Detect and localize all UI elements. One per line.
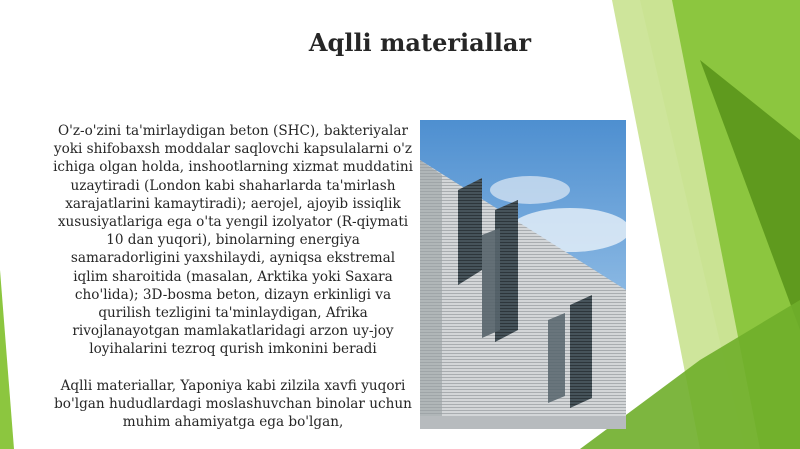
shutter-panel (482, 228, 500, 338)
shutter-panel (458, 178, 482, 285)
slide-body (52, 122, 414, 449)
deco-left-sliver (0, 270, 14, 449)
paragraph-smart-materials-japan: Aqlli materiallar, Yaponiya kabi zilzila xavfi yuqori bo'lgan hududlardagi moslashuvchan binolar uchun muhim ahamiyatga ega bo'lgan, (54, 377, 412, 431)
shutter-panel (548, 313, 565, 403)
ground-strip (420, 416, 626, 429)
shutter-panel (570, 295, 592, 408)
cloud (490, 176, 570, 204)
facade-photo (420, 120, 626, 429)
facade-shadow (420, 160, 442, 429)
paragraph-smart-materials-examples: O'z-o'zini ta'mirlaydigan beton (SHC), bakteriyalar yoki shifobaxsh moddalar saqlovchi kapsulalarni o'z ichiga olgan holda, inshootlarning xizmat muddatini uzaytiradi (London kabi shaharlarda ta'mirlash xarajatlarini kamaytiradi); aerojel, ajoyib issiqlik xususiyatlariga ega o'ta yengil izolyator (R-qiymati 10 dan yuqori), binolarning energiya samaradorligini yaxshilaydi, ayniqsa ekstremal iqlim sharoitida (masalan, Arktika yoki Saxara cho'lida); 3D-bosma beton, dizayn erkinligi va qurilish tezligini ta'minlaydigan, Afrika rivojlanayotgan mamlakatlaridagi arzon uy-joy loyihalarini tezroq qurish imkonini beradi (53, 123, 413, 358)
slide-title: Aqlli materiallar (308, 28, 532, 57)
